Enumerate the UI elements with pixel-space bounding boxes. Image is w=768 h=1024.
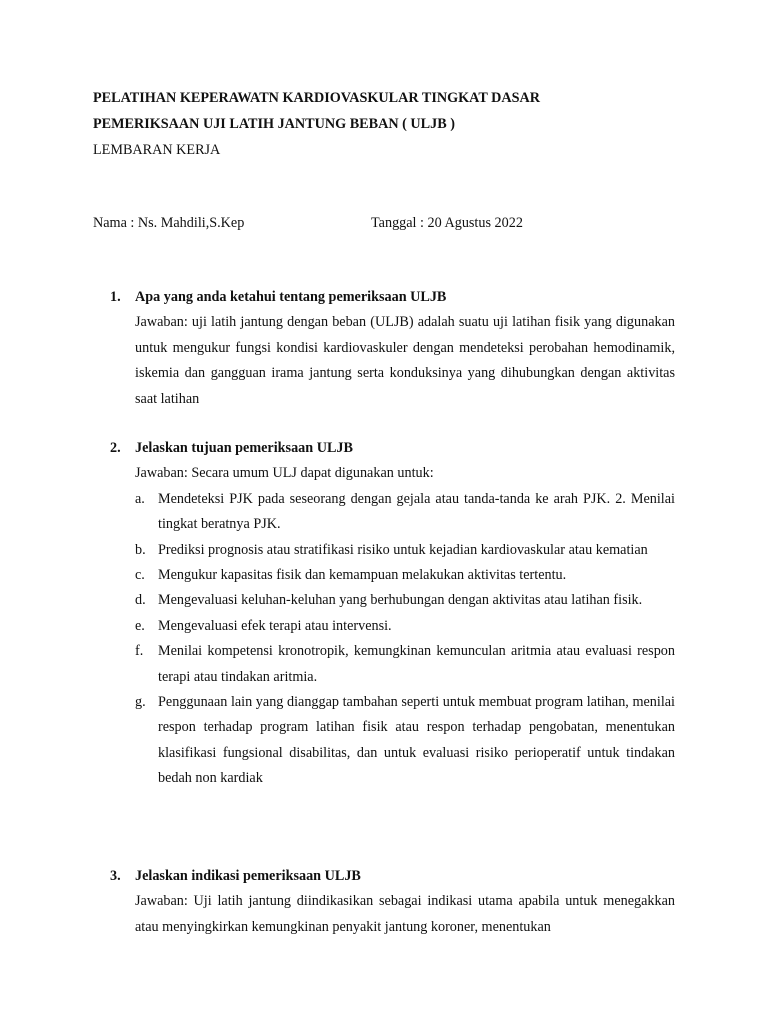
list-item <box>135 487 675 538</box>
list-item <box>135 639 675 690</box>
answer-intro: Jawaban: Secara umum ULJ dapat digunakan untuk: <box>135 465 434 482</box>
question-title <box>110 285 675 310</box>
list-item <box>135 563 675 588</box>
answer-text: Jawaban: uji latih jantung dengan beban (ULJB) adalah suatu uji latihan fisik yang digunakan untuk mengukur fungsi kondisi kardiovaskuler dengan mendeteksi perobahan hemodinamik, iskemia dan gangguan irama jantung serta konduksinya yang dihubungkan dengan aktivitas saat latihan <box>135 314 675 407</box>
list-text: Prediksi prognosis atau stratifikasi risiko untuk kejadian kardiovaskular atau kematian <box>158 541 648 558</box>
list-item <box>135 538 675 563</box>
list-text: Menilai kompetensi kronotropik, kemungkinan kemunculan aritmia atau evaluasi respon terapi atau tindakan aritmia. <box>158 643 675 685</box>
training-title: PELATIHAN KEPERAWATN KARDIOVASKULAR TINGKAT DASAR <box>93 90 540 106</box>
question-3 <box>110 864 675 940</box>
list-item <box>135 690 675 792</box>
list-text: Penggunaan lain yang dianggap tambahan seperti untuk membuat program latihan, menilai respon terhadap program latihan fisik atau respon terhadap pengobatan, menentukan klasifikasi fungsional disabilitas, dan untuk evaluasi risiko perioperatif untuk tindakan bedah non kardiak <box>158 694 675 787</box>
list-letter: c. <box>135 567 145 584</box>
list-text: Mengukur kapasitas fisik dan kemampuan melakukan aktivitas tertentu. <box>158 567 567 584</box>
list-letter: e. <box>135 617 145 634</box>
question-text: Apa yang anda ketahui tentang pemeriksaan ULJB <box>135 289 447 305</box>
question-text: Jelaskan tujuan pemeriksaan ULJB <box>135 440 353 456</box>
worksheet-label: LEMBARAN KERJA <box>93 142 221 158</box>
list-text: Mengevaluasi keluhan-keluhan yang berhubungan dengan aktivitas atau latihan fisik. <box>158 592 643 609</box>
list-text: Mengevaluasi efek terapi atau intervensi. <box>158 617 392 634</box>
question-number: 2. <box>110 440 121 456</box>
document-date: Tanggal : 20 Agustus 2022 <box>371 215 523 231</box>
question-number: 3. <box>110 868 121 884</box>
answer-text: Jawaban: Uji latih jantung diindikasikan sebagai indikasi utama apabila untuk menegakkan atau menyingkirkan kemungkinan penyakit jantung koroner, menentukan <box>135 893 675 935</box>
list-letter: d. <box>135 592 146 609</box>
question-title <box>110 864 675 889</box>
list-letter: g. <box>135 694 146 711</box>
question-2 <box>110 436 675 792</box>
purpose-list <box>135 487 675 792</box>
list-letter: f. <box>135 643 144 660</box>
meta-row <box>93 212 693 234</box>
exam-title: PEMERIKSAAN UJI LATIH JANTUNG BEBAN ( ULJB ) <box>93 115 455 132</box>
list-item <box>135 614 675 639</box>
question-text: Jelaskan indikasi pemeriksaan ULJB <box>135 868 361 884</box>
document-header <box>93 86 540 164</box>
question-number: 1. <box>110 289 121 305</box>
list-letter: a. <box>135 490 145 507</box>
participant-name: Nama : Ns. Mahdili,S.Kep <box>93 215 245 231</box>
question-1 <box>110 285 675 412</box>
list-letter: b. <box>135 541 146 558</box>
list-text: Mendeteksi PJK pada seseorang dengan gejala atau tanda-tanda ke arah PJK. 2. Menilai tingkat beratnya PJK. <box>158 490 675 533</box>
question-title <box>110 436 675 461</box>
list-item <box>135 588 675 613</box>
